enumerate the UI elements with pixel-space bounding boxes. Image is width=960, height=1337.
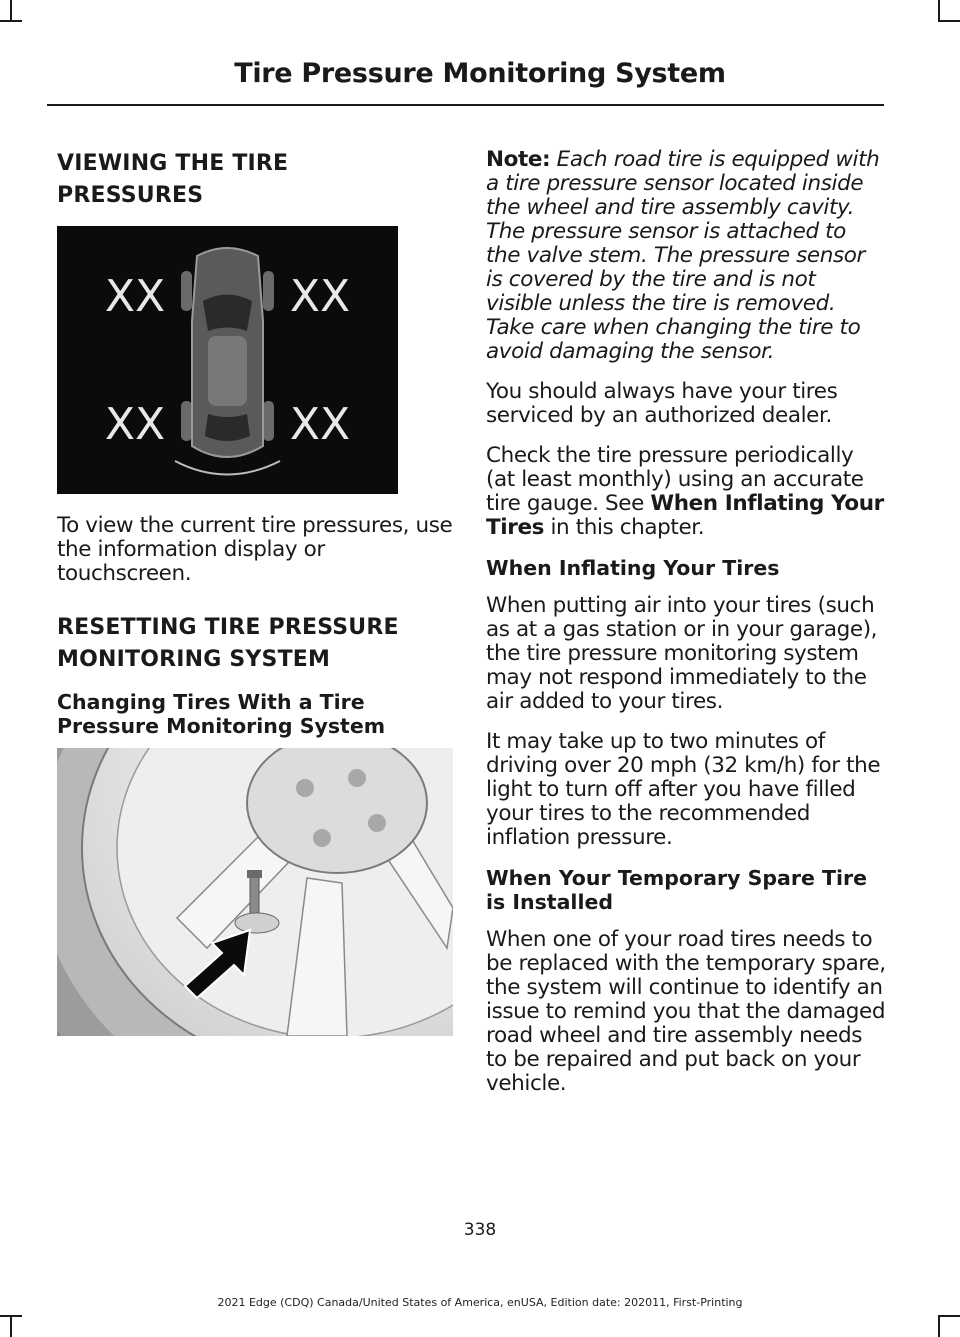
tire-value-front-left: XX <box>104 271 166 322</box>
subheading-temporary-spare: When Your Temporary Spare Tire is Installed <box>486 866 868 914</box>
section-heading-viewing <box>57 148 457 212</box>
header-divider <box>47 104 884 106</box>
paragraph-temporary-spare: When one of your road tires needs to be replaced with the temporary spare, the system will continue to identify an issue to remind you that the damaged road wheel and tire assembly needs to be repaired and put back on your vehicle. <box>486 927 886 1096</box>
cross-reference-link[interactable]: When Inflating Your Tires <box>486 491 884 540</box>
subheading-inflating: When Inflating Your Tires <box>486 556 780 580</box>
text-run: Check the tire pressure periodically (at least monthly) using an accurate tire gauge. See <box>486 443 864 516</box>
heading-line: PRESSURES <box>57 183 204 208</box>
crop-mark <box>10 0 12 22</box>
crop-mark <box>938 1315 960 1317</box>
crop-mark <box>0 20 22 22</box>
page-title: Tire Pressure Monitoring System <box>234 58 726 89</box>
tire-value-rear-right: XX <box>289 399 351 450</box>
tire-value-front-right: XX <box>289 271 351 322</box>
paragraph-take-time: It may take up to two minutes of driving over 20 mph (32 km/h) for the light to turn off after you have filled your tires to the recommended inflation pressure. <box>486 729 881 850</box>
crop-mark <box>0 1315 22 1317</box>
paragraph-view-pressures: To view the current tire pressures, use the information display or touchscreen. <box>57 513 453 586</box>
wheel-valve-stem-figure <box>57 748 453 1036</box>
paragraph-service: You should always have your tires serviced by an authorized dealer. <box>486 379 838 428</box>
subheading-changing-tires: Changing Tires With a Tire Pressure Monitoring System <box>57 690 386 738</box>
document-info: 2021 Edge (CDQ) Canada/United States of America, enUSA, Edition date: 202011, First-Printing <box>217 1296 743 1309</box>
heading-line: MONITORING SYSTEM <box>57 647 331 672</box>
heading-line: VIEWING THE TIRE <box>57 151 289 176</box>
paragraph-check-pressure <box>486 444 886 540</box>
note-text: Each road tire is equipped with a tire pressure sensor located inside the wheel and tire assembly cavity. The pressure sensor is attached to the valve stem. The pressure sensor is covered by the tire and is not visible unless the tire is removed. Take care when changing the tire to avoid damaging the sensor. <box>486 147 880 364</box>
left-column <box>57 148 457 1036</box>
tire-pressure-display-figure <box>57 226 398 494</box>
note-paragraph <box>486 148 886 364</box>
paragraph-inflating: When putting air into your tires (such as at a gas station or in your garage), the tire pressure monitoring system may not respond immediately to the air added to your tires. <box>486 593 878 714</box>
crop-mark <box>938 20 960 22</box>
text-run: in this chapter. <box>544 515 705 540</box>
note-label: Note: <box>486 147 551 172</box>
crop-mark <box>938 0 940 22</box>
crop-mark <box>10 1315 12 1337</box>
crop-mark <box>938 1315 940 1337</box>
section-heading-resetting <box>57 612 457 676</box>
tire-value-rear-left: XX <box>104 399 166 450</box>
page-number: 338 <box>463 1220 497 1240</box>
heading-line: RESETTING TIRE PRESSURE <box>57 615 399 640</box>
right-column <box>486 148 886 1112</box>
